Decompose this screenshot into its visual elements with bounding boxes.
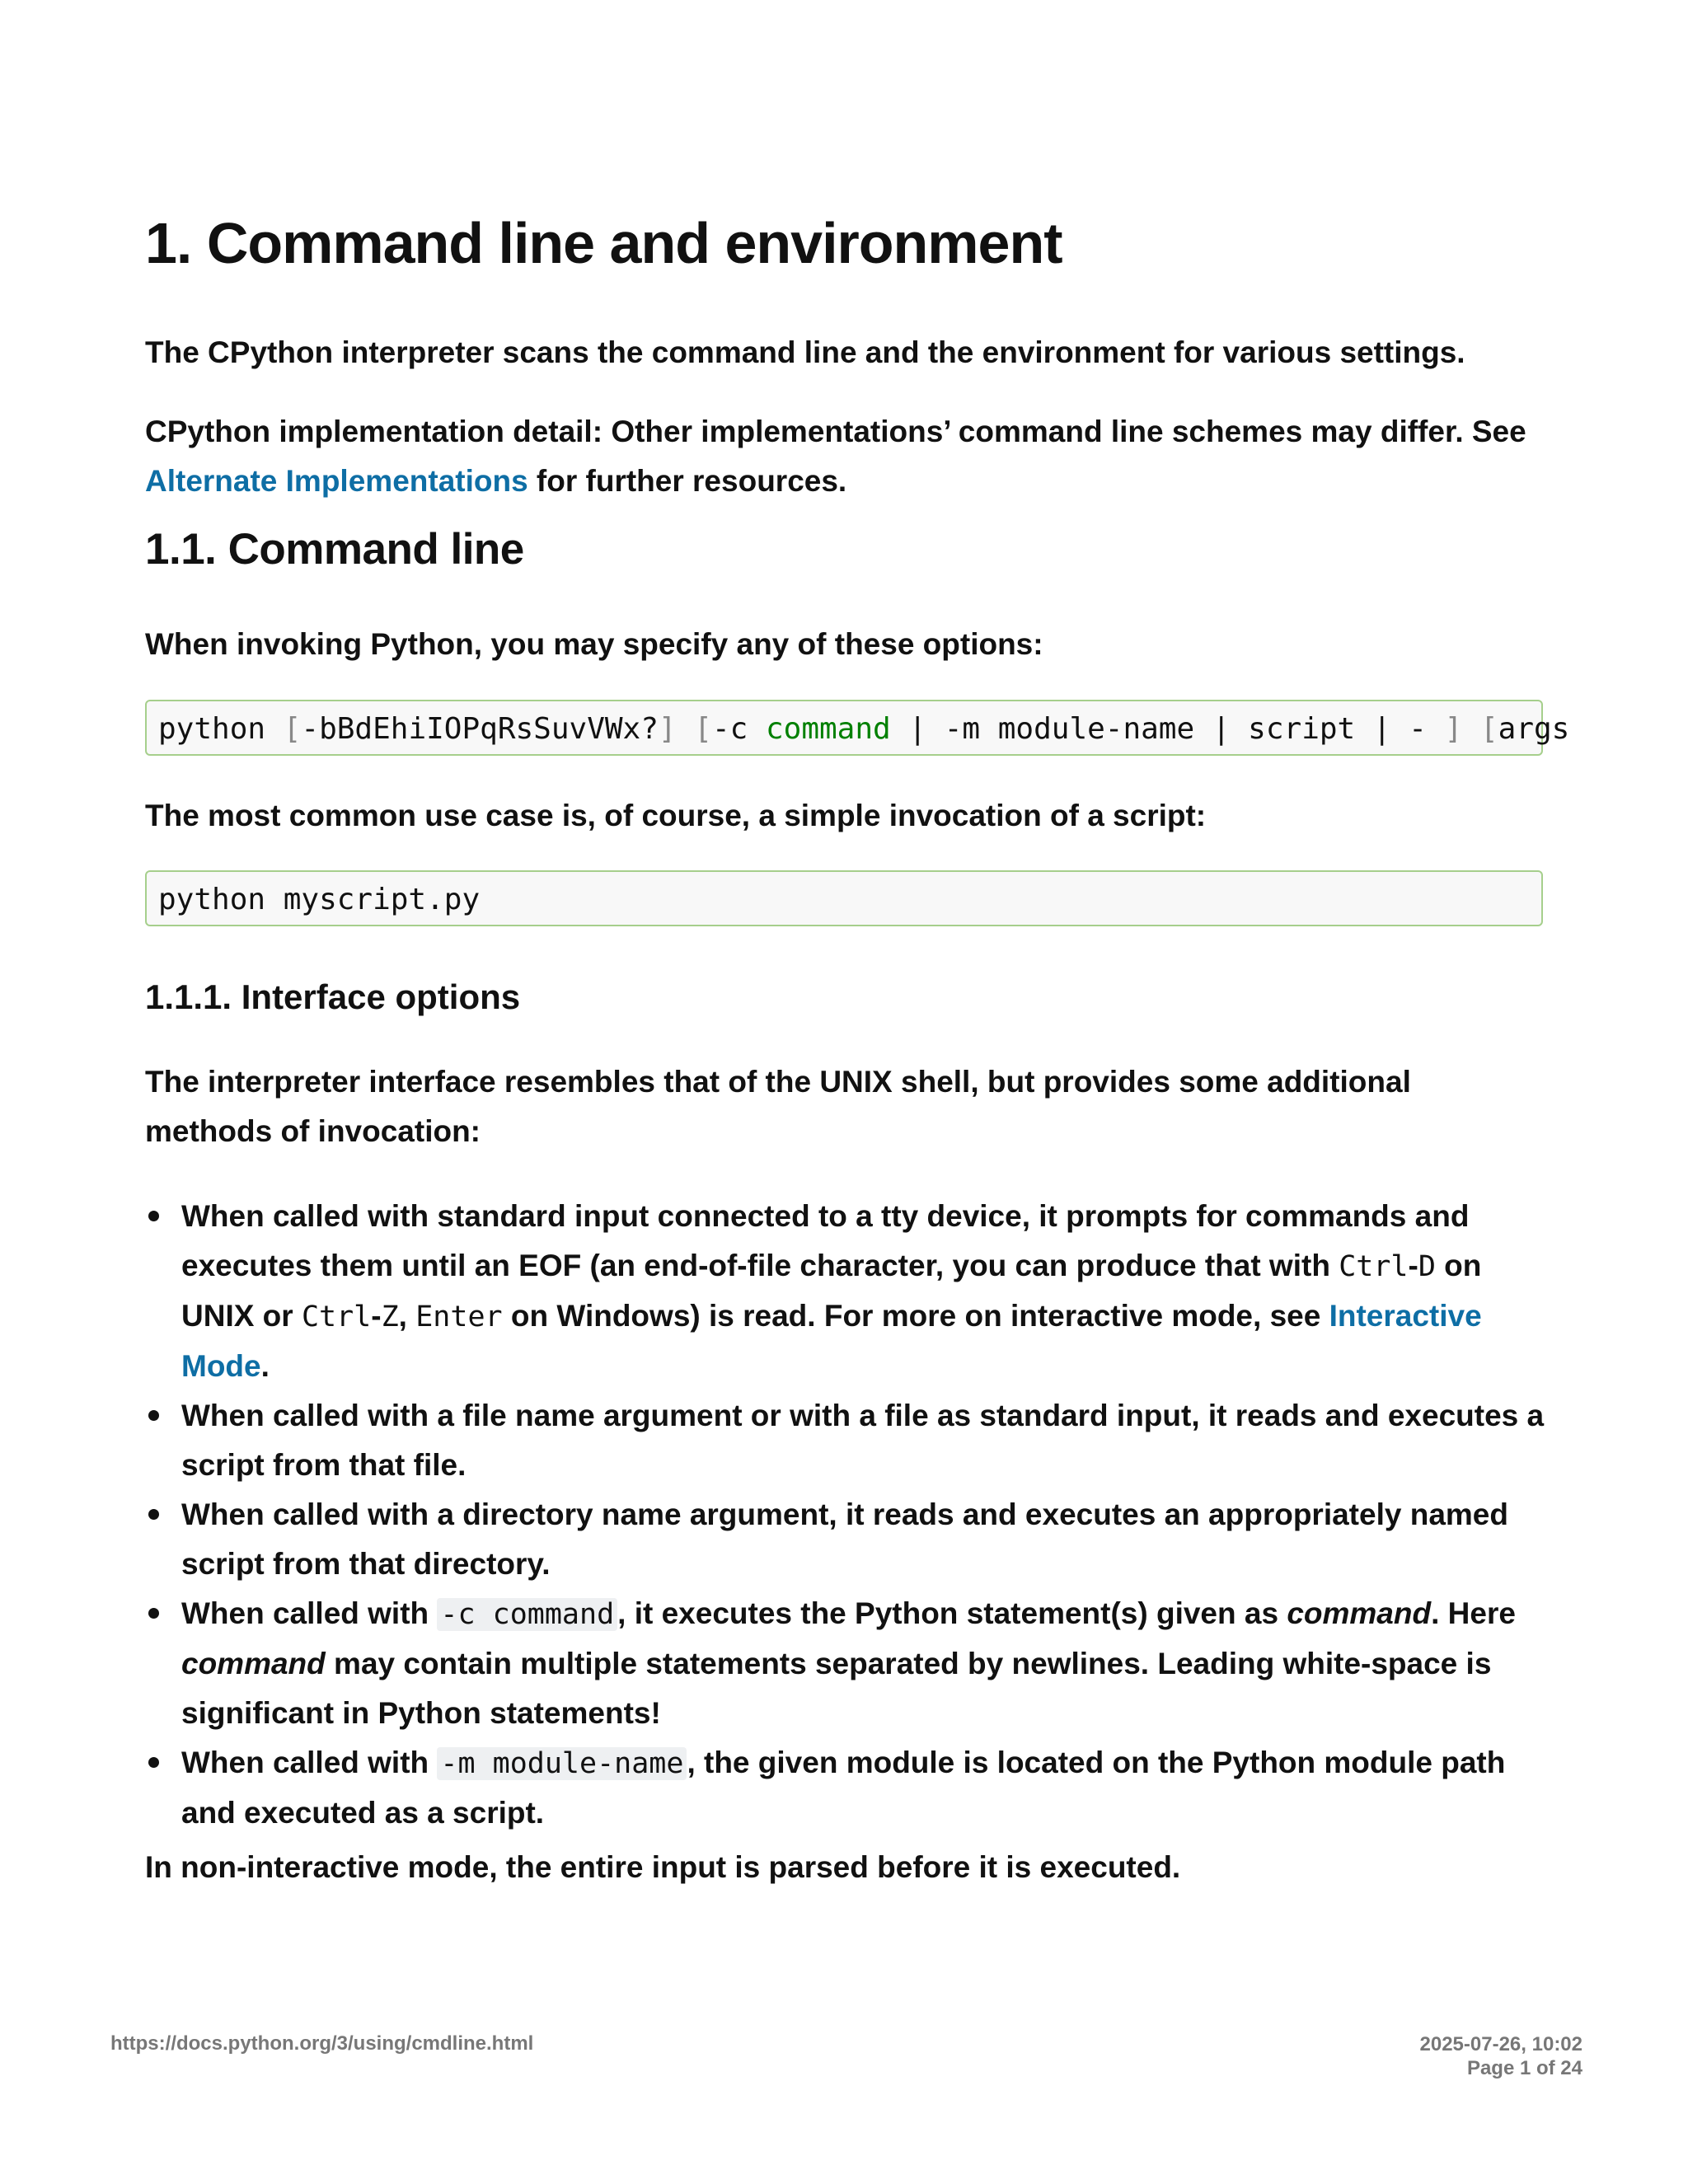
list-item-text: When called with (181, 1596, 438, 1630)
code-bracket: [ (283, 712, 302, 746)
section-title-command-line: 1.1. Command line (145, 525, 524, 574)
kbd-key: Z (381, 1301, 399, 1333)
emphasis-text: command (181, 1647, 326, 1680)
list-item-text: , the given module is located on the Python module path and executed as a script. (181, 1746, 1506, 1830)
kbd-separator: , (398, 1299, 416, 1333)
kbd-key: Ctrl (301, 1301, 372, 1333)
footer-page-number: Page 1 of 24 (1466, 2057, 1582, 2079)
list-item-text: When called with a directory name argument, it reads and executes an appropriately named script from that directory. (181, 1497, 1508, 1581)
list-item (145, 1391, 1563, 1490)
synopsis-code-block[interactable] (145, 700, 1570, 756)
list-item-text: . (260, 1349, 270, 1383)
intro-paragraph: The CPython interpreter scans the command line and the environment for various settings. (145, 335, 1465, 369)
alternate-implementations-link[interactable]: Alternate Implementations (145, 464, 528, 498)
list-item-text: may contain multiple statements separated by newlines. Leading white-space is significant in Python statements! (181, 1647, 1492, 1730)
code-bracket: [ (694, 712, 712, 746)
code-bracket: ] (658, 712, 677, 746)
code-command-arg: command (765, 712, 891, 746)
code-args: args (1498, 712, 1570, 746)
code-token (1462, 712, 1480, 746)
list-item (145, 1490, 1563, 1589)
list-item-text: on UNIX or (181, 1249, 1482, 1333)
list-item-text: When called with (181, 1746, 438, 1779)
invocation-list (145, 1192, 1563, 1838)
code-bracket: [ (1479, 712, 1498, 746)
interactive-mode-link[interactable]: Interactive Mode (181, 1299, 1482, 1383)
impl-detail-text-end: for further resources. (528, 464, 847, 498)
footer-datetime: 2025-07-26, 10:02 (1419, 2033, 1582, 2055)
code-token: | -m module-name | script | - (890, 712, 1445, 746)
kbd-separator: - (1408, 1249, 1418, 1282)
list-item-text: on Windows) is read. For more on interactive mode, see (502, 1299, 1329, 1333)
list-item-text: When called with standard input connected to a tty device, it prompts for commands and executes them until an EOF (an end-of-file character, you can produce that with (181, 1199, 1470, 1282)
page-title: 1. Command line and environment (145, 211, 1062, 275)
list-item (145, 1192, 1563, 1391)
bullet-icon (148, 1410, 159, 1421)
kbd-key: Ctrl (1339, 1250, 1409, 1283)
list-item-text: , it executes the Python statement(s) given as (617, 1596, 1287, 1630)
impl-detail-text: Other implementations’ command line schemes may differ. See (603, 415, 1526, 448)
footer-url: https://docs.python.org/3/using/cmdline.html (110, 2032, 534, 2055)
code-bracket: ] (1444, 712, 1463, 746)
bullet-icon (148, 1509, 159, 1520)
footer-meta (1420, 2032, 1582, 2080)
list-item-text: . Here (1431, 1596, 1516, 1630)
code-token: python myscript.py (158, 883, 481, 916)
invoke-paragraph: When invoking Python, you may specify any of these options: (145, 627, 1043, 661)
list-item-text: When called with a file name argument or with a file as standard input, it reads and executes a script from that file. (181, 1399, 1545, 1482)
interface-paragraph: The interpreter interface resembles that of the UNIX shell, but provides some additional methods of invocation: (145, 1065, 1411, 1148)
kbd-key: D (1418, 1250, 1436, 1283)
emphasis-text: command (1287, 1596, 1432, 1630)
impl-detail-label: CPython implementation detail: (145, 415, 603, 448)
code-token: -c (711, 712, 766, 746)
code-options: -bBdEhiIOPqRsSuvVWx? (301, 712, 659, 746)
kbd-key: Enter (415, 1301, 503, 1333)
bullet-icon (148, 1608, 159, 1619)
bullet-icon (148, 1757, 159, 1768)
list-item (145, 1589, 1563, 1738)
inline-code: -c command (437, 1598, 617, 1631)
example-code-block[interactable] (145, 870, 1543, 926)
kbd-separator: - (371, 1299, 382, 1333)
code-token (677, 712, 695, 746)
noninteractive-paragraph: In non-interactive mode, the entire input is parsed before it is executed. (145, 1850, 1181, 1884)
common-use-paragraph: The most common use case is, of course, a simple invocation of a script: (145, 799, 1207, 832)
bullet-icon (148, 1211, 159, 1221)
impl-detail-paragraph (145, 407, 1546, 506)
code-token: python (158, 712, 284, 746)
inline-code: -m module-name (437, 1747, 687, 1780)
subsection-title-interface-options: 1.1.1. Interface options (145, 977, 521, 1016)
list-item (145, 1738, 1563, 1838)
